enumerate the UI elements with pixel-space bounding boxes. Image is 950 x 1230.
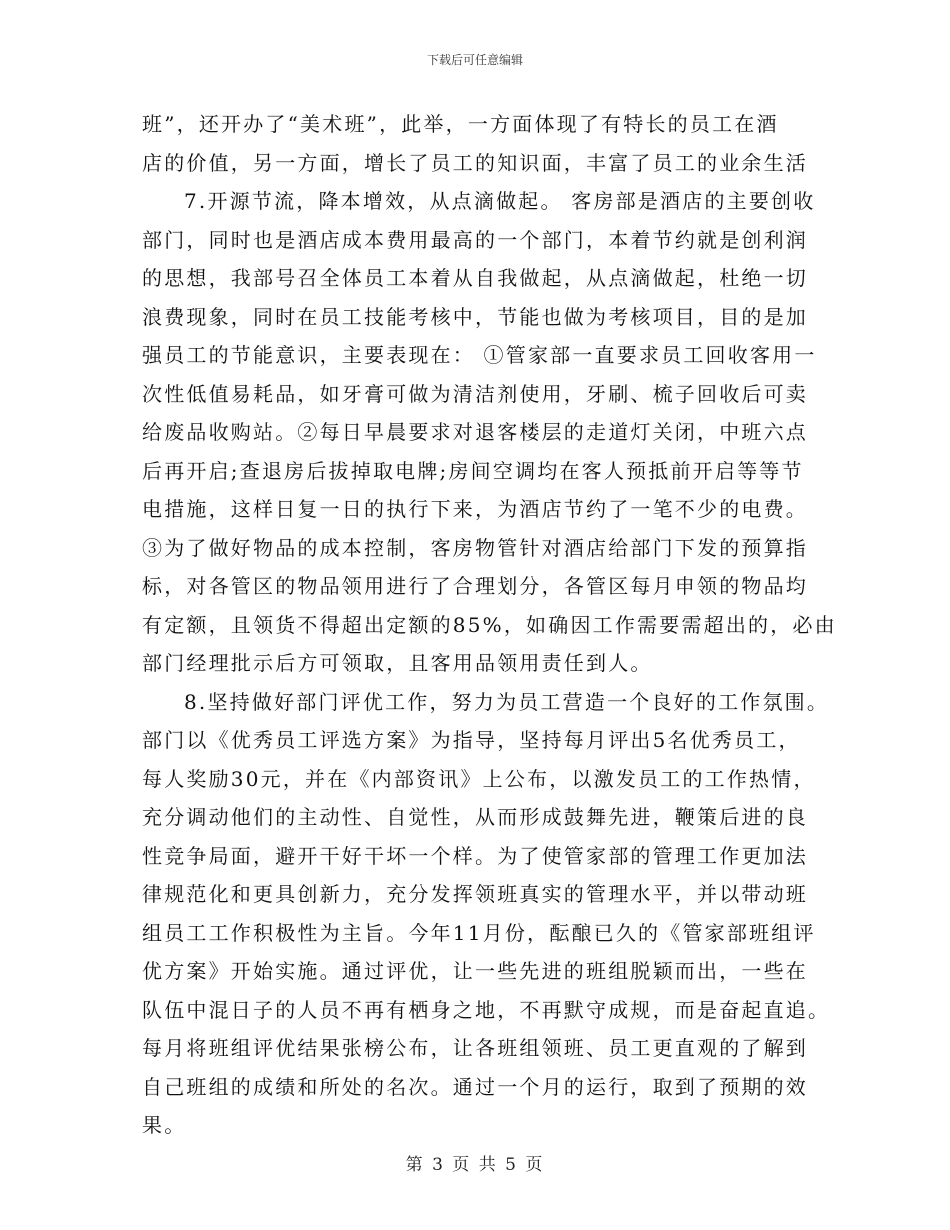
text-line: 部门以《优秀员工评选方案》为指导，坚持每月评出5名优秀员工， [142, 728, 801, 752]
text-line: 果。 [142, 1113, 187, 1137]
text-line: 次性低值易耗品，如牙膏可做为清洁剂使用，牙刷、梳子回收后可卖 [142, 381, 808, 406]
text-line: 8.坚持做好部门评优工作，努力为员工营造一个良好的工作氛围。 [184, 689, 830, 714]
text-line: 队伍中混日子的人员不再有栖身之地，不再默守成规，而是奋起直追。 [142, 997, 831, 1022]
text-line: 有定额，且领货不得超出定额的85%，如确因工作需要需超出的，必由 [142, 612, 837, 637]
paragraph [142, 683, 831, 1145]
page-header: 下载后可任意编辑 [426, 53, 523, 67]
text-line: 浪费现象，同时在员工技能考核中，节能也做为考核项目，目的是加 [142, 304, 808, 329]
text-line: 7.开源节流，降本增效，从点滴做起。 客房部是酒店的主要创收 [184, 189, 816, 213]
paragraph [142, 105, 812, 182]
text-line: 强员工的节能意识，主要表现在： ①管家部一直要求员工回收客用一 [142, 343, 817, 367]
text-line: 律规范化和更具创新力，充分发挥领班真实的管理水平，并以带动班 [142, 882, 808, 906]
text-line: 电措施，这样日复一日的执行下来，为酒店节约了一笔不少的电费。 [142, 497, 808, 521]
text-line: 班”，还开办了“美术班”，此举，一方面体现了有特长的员工在酒 [142, 112, 779, 136]
text-line: 店的价值，另一方面，增长了员工的知识面，丰富了员工的业余生活 [142, 150, 808, 175]
document-body [142, 105, 837, 1145]
text-line: 后再开启;查退房后拔掉取电牌;房间空调均在客人预抵前开启等等节 [142, 458, 804, 483]
text-line: 标，对各管区的物品领用进行了合理划分，各管区每月申领的物品均 [142, 574, 808, 598]
text-line: 自己班组的成绩和所处的名次。通过一个月的运行，取到了预期的效 [142, 1074, 808, 1099]
text-line: 部门经理批示后方可领取，且客用品领用责任到人。 [142, 651, 653, 675]
text-line: 的思想，我部号召全体员工本着从自我做起，从点滴做起，杜绝一切 [142, 266, 808, 290]
page-number-footer: 第 3 页 共 5 页 [405, 1155, 545, 1175]
text-line: 每月将班组评优结果张榜公布，让各班组领班、员工更直观的了解到 [142, 1036, 808, 1060]
text-line: 组员工工作积极性为主旨。今年11月份，酝酿已久的《管家部班组评 [142, 920, 816, 945]
text-line: 性竞争局面，避开干好干坏一个样。为了使管家部的管理工作更加法 [142, 843, 808, 868]
text-line: 部门，同时也是酒店成本费用最高的一个部门，本着节约就是创利润 [142, 227, 808, 252]
text-line: 充分调动他们的主动性、自觉性，从而形成鼓舞先进，鞭策后进的良 [142, 805, 808, 829]
paragraph [142, 182, 837, 683]
text-line: 每人奖励30元，并在《内部资讯》上公布，以激发员工的工作热情， [142, 766, 816, 791]
text-line: ③为了做好物品的成本控制，客房物管针对酒店给部门下发的预算指 [142, 535, 808, 560]
text-line: 优方案》开始实施。通过评优，让一些先进的班组脱颖而出，一些在 [142, 959, 808, 983]
text-line: 给废品收购站。②每日早晨要求对退客楼层的走道灯关闭，中班六点 [142, 420, 808, 444]
